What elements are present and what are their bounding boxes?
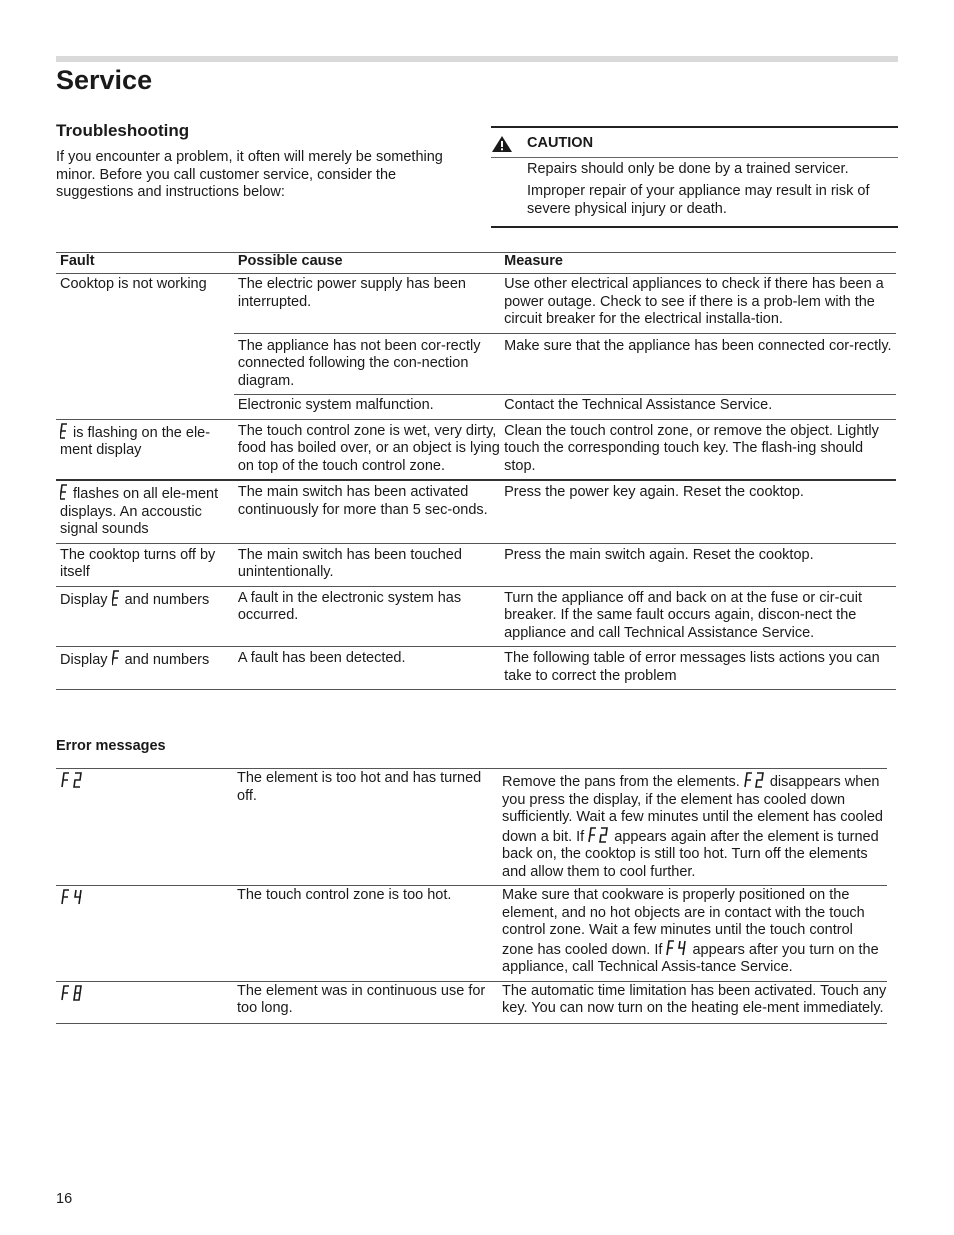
fault-text: flashes on all ele-ment displays. An accoustic signal sounds — [60, 486, 219, 537]
section-heading: Troubleshooting — [56, 121, 190, 140]
fault-table — [56, 252, 896, 690]
measure-cell: Turn the appliance off and back on at the fuse or cir-cuit breaker. If the same fault occurs again, discon-nect the appliance and call Technical Assistance Service. — [500, 586, 896, 647]
caution-header — [491, 133, 898, 158]
measure-cell: Use other electrical appliances to check if there has been a power outage. Check to see if there is a prob-lem with the circuit breaker for the electrical installa-tion. — [500, 274, 896, 334]
fault-cell — [56, 647, 234, 690]
f4-code-glyph-icon — [666, 940, 688, 956]
table-row — [56, 769, 887, 886]
fault-cell — [56, 586, 234, 647]
fault-text-pre: Display — [60, 591, 108, 608]
intro-text: If you encounter a problem, it often will merely be something minor. Before you call customer service, consider the suggestions and instructions below: — [56, 149, 443, 200]
table-row — [56, 586, 896, 647]
cause-cell: The appliance has not been cor-rectly connected following the con-nection diagram. — [234, 333, 500, 395]
table-row — [56, 480, 896, 543]
error-messages-heading: Error messages — [56, 738, 166, 754]
header-measure: Measure — [500, 253, 896, 274]
table-row — [56, 395, 896, 420]
warning-triangle-icon — [491, 135, 513, 153]
fault-text-post: and numbers — [124, 591, 210, 608]
f4-code-glyph-icon — [60, 889, 86, 905]
error-code-cell — [56, 886, 237, 982]
measure-cell: Contact the Technical Assistance Service. — [504, 397, 773, 413]
cause-cell: The main switch has been touched unintentionally. — [234, 543, 500, 586]
measure-cell: The automatic time limitation has been activated. Touch any key. You can now turn on the heating ele-ment immediately. — [502, 981, 887, 1023]
fault-text-post: and numbers — [124, 652, 210, 668]
e-display-glyph-icon — [60, 484, 69, 500]
table-row — [56, 333, 896, 395]
fault-cell: Cooktop is not working — [60, 276, 207, 292]
cause-cell: A fault has been detected. — [234, 647, 500, 690]
header-rule — [56, 56, 898, 62]
cause-cell: A fault in the electronic system has occurred. — [234, 586, 500, 647]
cause-cell: The touch control zone is wet, very dirty, food has boiled over, or an object is lying on top of the touch control zone. — [234, 419, 500, 480]
table-row — [56, 419, 896, 480]
measure-cell: Clean the touch control zone, or remove the object. Lightly touch the corresponding touch key. The flash-ing should stop. — [500, 419, 896, 480]
measure-cell — [502, 886, 887, 982]
page-title: Service — [56, 65, 153, 95]
table-row — [56, 274, 896, 334]
f-display-glyph-icon — [112, 650, 121, 666]
table-header-row — [56, 253, 896, 274]
fault-cell — [56, 480, 234, 543]
cause-cell: Electronic system malfunction. — [237, 397, 434, 413]
caution-label: CAUTION — [527, 135, 594, 151]
fault-cell: The cooktop turns off by itself — [56, 543, 234, 586]
fault-cell — [56, 419, 234, 480]
caution-text-1: Repairs should only be done by a trained servicer. — [527, 161, 849, 177]
table-row — [56, 647, 896, 690]
fault-cell — [56, 395, 234, 420]
table-row — [56, 543, 896, 586]
f8-code-glyph-icon — [60, 985, 86, 1001]
measure-text: appears again after the element is turned back on, the cooktop is still too hot. Turn off the elements and allow them to cool further. — [502, 828, 879, 880]
fault-text-pre: Display — [60, 652, 108, 668]
e-display-glyph-icon — [112, 590, 121, 606]
measure-text: Remove the pans from the elements. — [502, 774, 740, 790]
page-number: 16 — [56, 1191, 73, 1207]
cause-cell: The main switch has been activated continuously for more than 5 sec-onds. — [234, 480, 500, 543]
measure-cell: Press the main switch again. Reset the cooktop. — [500, 543, 896, 586]
header-cause: Possible cause — [234, 253, 500, 274]
caution-box — [491, 126, 898, 228]
cause-cell: The element was in continuous use for too long. — [237, 981, 502, 1023]
measure-cell: Press the power key again. Reset the cooktop. — [500, 480, 896, 543]
measure-text: disappears when you press the display, if the element has cooled down sufficiently. Wait a few minutes until the element has cooled down a bit. If — [502, 774, 883, 845]
e-display-glyph-icon — [60, 423, 69, 439]
f2-code-glyph-icon — [744, 772, 766, 788]
measure-cell — [502, 769, 887, 886]
cause-cell: The element is too hot and has turned off. — [237, 769, 502, 886]
f2-code-glyph-icon — [60, 772, 86, 788]
table-row — [56, 886, 887, 982]
measure-cell: The following table of error messages lists actions you can take to correct the problem — [500, 647, 896, 690]
cause-cell: The electric power supply has been interrupted. — [234, 274, 500, 334]
f2-code-glyph-icon — [588, 827, 610, 843]
header-fault: Fault — [56, 253, 234, 274]
fault-text: is flashing on the ele-ment display — [60, 424, 211, 458]
fault-cell — [56, 333, 234, 395]
measure-text: Make sure that cookware is properly positioned on the element, and no hot objects are in contact with the touch control zone. Wait a few minutes until the touch control zone has cooled down. If — [502, 887, 865, 958]
measure-cell: Make sure that the appliance has been connected cor-rectly. — [500, 333, 896, 395]
measure-text: appears after you turn on the appliance, call Technical Assis-tance Service. — [502, 941, 879, 975]
table-row — [56, 981, 887, 1023]
error-messages-table — [56, 768, 887, 1024]
error-code-cell — [56, 981, 237, 1023]
caution-text-2: Improper repair of your appliance may result in risk of severe physical injury or death. — [527, 183, 870, 217]
error-code-cell — [56, 769, 237, 886]
cause-cell: The touch control zone is too hot. — [237, 886, 502, 982]
